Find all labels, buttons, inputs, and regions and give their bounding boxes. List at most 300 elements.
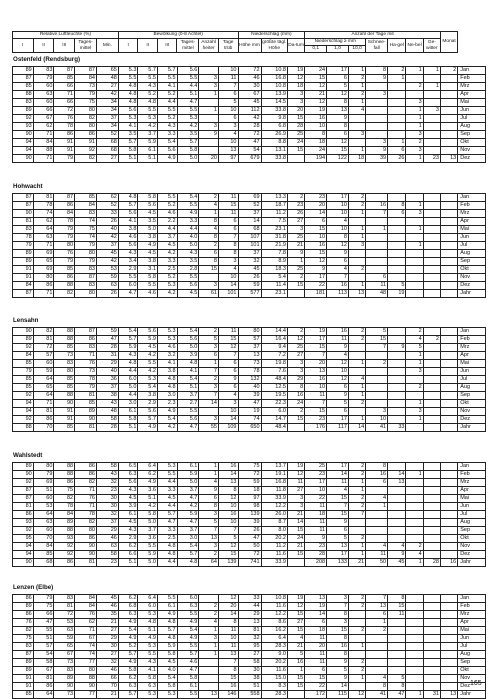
table-cell: 3 <box>199 83 219 91</box>
table-cell: 20 <box>218 603 238 611</box>
table-cell: 11.4 <box>261 282 287 290</box>
table-cell: 5.5 <box>177 202 199 210</box>
table-cell: 5.5 <box>157 75 177 83</box>
table-cell: 3 <box>287 368 304 376</box>
month-label: Jul <box>458 242 486 250</box>
table-cell <box>388 511 406 519</box>
table-cell: 3 <box>348 131 365 139</box>
table-cell: 650 <box>238 424 261 432</box>
table-cell: 2 <box>423 336 440 344</box>
table-cell: 87 <box>13 202 34 210</box>
table-cell: 16 <box>305 115 327 123</box>
table-row <box>13 408 486 416</box>
table-cell: 80 <box>75 123 97 131</box>
table-cell: 6.0 <box>118 282 138 290</box>
table-cell: 11 <box>305 635 327 643</box>
month-label: Feb <box>458 336 486 344</box>
table-cell <box>423 463 440 471</box>
table-cell: 90 <box>75 416 97 424</box>
table-cell: 8 <box>327 651 349 659</box>
table-cell: 14 <box>305 611 327 619</box>
table-cell: 63 <box>54 627 75 635</box>
table-cell: 5.7 <box>118 336 138 344</box>
table-cell: 15.0 <box>261 675 287 683</box>
table-cell: 5.1 <box>138 155 158 163</box>
table-cell: 5 <box>287 651 304 659</box>
table-cell: 71 <box>54 91 75 99</box>
table-cell: 5.9 <box>157 643 177 651</box>
table-cell: 4.3 <box>118 487 138 495</box>
table-cell: 8 <box>199 234 219 242</box>
table-cell: 9 <box>327 250 349 258</box>
table-cell: 94 <box>13 147 34 155</box>
table-cell: 5.5 <box>138 282 158 290</box>
table-cell: 4 <box>366 543 388 551</box>
table-cell <box>199 274 219 282</box>
table-cell: 19.1 <box>261 471 287 479</box>
table-row <box>13 416 486 424</box>
table-cell: 94 <box>13 400 34 408</box>
table-row <box>13 234 486 242</box>
month-label: Jun <box>458 503 486 511</box>
table-cell: 9 <box>287 250 304 258</box>
table-cell: 33.8 <box>261 107 287 115</box>
table-cell: 14 <box>305 210 327 218</box>
table-cell: 11.6 <box>261 603 287 611</box>
month-label: Okt <box>458 139 486 147</box>
month-label: Dez <box>458 683 486 691</box>
table-cell: 14.4 <box>261 328 287 336</box>
table-cell: 1 <box>348 416 365 424</box>
table-cell: 7 <box>218 352 238 360</box>
table-cell: 13 <box>440 691 457 699</box>
table-cell: 11 <box>327 336 349 344</box>
table-cell: 1 <box>406 123 423 131</box>
table-cell <box>366 83 388 91</box>
table-cell <box>440 487 457 495</box>
table-cell: 81 <box>75 559 97 567</box>
month-label: Feb <box>458 202 486 210</box>
table-cell: 4.4 <box>157 559 177 567</box>
table-cell: 26 <box>287 210 304 218</box>
table-cell: 6 <box>218 368 238 376</box>
table-cell: 88 <box>54 392 75 400</box>
table-cell: 87 <box>75 328 97 336</box>
table-cell: 5.8 <box>138 511 158 519</box>
table-cell: 4.9 <box>177 619 199 627</box>
table-cell <box>440 416 457 424</box>
table-cell: 91 <box>13 683 34 691</box>
table-cell: 42 <box>238 115 261 123</box>
table-cell: 5.5 <box>177 274 199 282</box>
table-cell <box>440 384 457 392</box>
table-cell: 4.9 <box>118 635 138 643</box>
table-cell: 83 <box>54 667 75 675</box>
table-cell: 11 <box>218 627 238 635</box>
table-cell: 4.3 <box>157 123 177 131</box>
table-cell: 79 <box>54 226 75 234</box>
table-cell: 5.1 <box>177 91 199 99</box>
table-cell: 4.8 <box>118 99 138 107</box>
table-row <box>13 543 486 551</box>
table-cell: 68 <box>33 559 54 567</box>
table-row <box>13 503 486 511</box>
table-cell <box>388 416 406 424</box>
table-cell: 1 <box>406 242 423 250</box>
table-cell <box>366 107 388 115</box>
table-cell: 71 <box>33 131 54 139</box>
table-row <box>13 384 486 392</box>
table-cell <box>423 266 440 274</box>
table-cell: 94 <box>13 551 34 559</box>
table-cell: 6 <box>218 91 238 99</box>
table-cell: 83 <box>75 344 97 352</box>
table-cell: 16 <box>366 471 388 479</box>
table-cell: 9 <box>388 551 406 559</box>
table-row <box>13 75 486 83</box>
table-cell: 84 <box>13 282 34 290</box>
table-cell: 1 <box>199 643 219 651</box>
table-cell: 78 <box>54 503 75 511</box>
table-cell: 48.4 <box>261 424 287 432</box>
table-cell: 1 <box>348 643 365 651</box>
table-cell: 5.6 <box>177 282 199 290</box>
table-cell: 741 <box>238 559 261 567</box>
table-cell: 2 <box>199 376 219 384</box>
table-cell: 5.8 <box>138 194 158 202</box>
table-cell: 5.7 <box>177 551 199 559</box>
table-cell: 4 <box>218 266 238 274</box>
table-cell: 46 <box>96 667 118 675</box>
table-cell: 71 <box>75 503 97 511</box>
table-cell <box>406 91 423 99</box>
table-cell: 8.3 <box>261 683 287 691</box>
table-cell: 12 <box>287 471 304 479</box>
table-cell <box>440 91 457 99</box>
table-cell: 16 <box>327 328 349 336</box>
table-cell: 4.6 <box>177 659 199 667</box>
table-cell: 83 <box>75 282 97 290</box>
table-cell <box>440 667 457 675</box>
table-cell: 16 <box>218 463 238 471</box>
table-cell: 70 <box>33 424 54 432</box>
header-days: Anzahl der Tage mit <box>305 32 441 39</box>
table-cell: 87 <box>13 194 34 202</box>
month-label: Jul <box>458 643 486 651</box>
table-cell: 5.3 <box>157 282 177 290</box>
table-cell: 78 <box>54 218 75 226</box>
table-cell <box>199 147 219 155</box>
table-cell: 6 <box>305 667 327 675</box>
table-cell: 65 <box>33 384 54 392</box>
table-cell: 40 <box>96 368 118 376</box>
table-cell <box>388 527 406 535</box>
table-cell: 1 <box>406 416 423 424</box>
table-cell <box>406 282 423 290</box>
table-cell: 83 <box>13 643 34 651</box>
table-cell <box>348 651 365 659</box>
table-cell: 82 <box>33 328 54 336</box>
table-cell: 4 <box>199 619 219 627</box>
month-label: Apr <box>458 218 486 226</box>
table-cell <box>388 392 406 400</box>
table-cell: 25 <box>287 266 304 274</box>
table-cell: 5.2 <box>118 643 138 651</box>
table-cell: 3.2 <box>157 352 177 360</box>
table-cell: 58 <box>33 659 54 667</box>
table-cell <box>440 463 457 471</box>
table-row <box>13 242 486 250</box>
table-cell: 18.7 <box>261 202 287 210</box>
table-cell: 79 <box>54 258 75 266</box>
table-cell <box>388 218 406 226</box>
table-cell: 7.5 <box>261 218 287 226</box>
table-cell: 13 <box>348 290 365 298</box>
table-cell: 8.0 <box>261 527 287 535</box>
table-row <box>13 424 486 432</box>
table-cell: 3.5 <box>177 131 199 139</box>
table-cell: 13 <box>218 147 238 155</box>
table-cell: 7 <box>366 595 388 603</box>
table-cell <box>388 627 406 635</box>
month-label: Mai <box>458 360 486 368</box>
table-cell: 16.4 <box>261 336 287 344</box>
table-cell: 12 <box>327 360 349 368</box>
table-cell: 48.4 <box>261 376 287 384</box>
table-cell: 88 <box>54 328 75 336</box>
table-cell <box>366 635 388 643</box>
table-cell: 7 <box>218 527 238 535</box>
table-cell: 78 <box>13 234 34 242</box>
table-cell: 4.8 <box>157 619 177 627</box>
table-cell: 1 <box>406 67 423 75</box>
table-cell <box>423 75 440 83</box>
table-cell <box>366 667 388 675</box>
table-cell: 81 <box>13 218 34 226</box>
table-cell: 10 <box>327 202 349 210</box>
table-cell: 23.1 <box>261 226 287 234</box>
table-cell: 19 <box>305 107 327 115</box>
table-cell <box>348 619 365 627</box>
table-cell: 5.0 <box>177 155 199 163</box>
month-label: Nov <box>458 675 486 683</box>
table-cell: 19 <box>238 408 261 416</box>
month-label: Sep <box>458 659 486 667</box>
table-cell: 8 <box>218 487 238 495</box>
table-cell: 5.5 <box>157 471 177 479</box>
table-cell <box>406 651 423 659</box>
table-cell: 2 <box>348 91 365 99</box>
table-cell: 77 <box>75 659 97 667</box>
table-cell: 23 <box>305 543 327 551</box>
table-cell: 2 <box>348 603 365 611</box>
table-cell: 1 <box>388 75 406 83</box>
header-col: I <box>13 39 34 53</box>
table-cell: 4.3 <box>118 527 138 535</box>
table-cell: 1 <box>348 392 365 400</box>
table-cell: 8 <box>366 463 388 471</box>
table-cell: 2.3 <box>157 400 177 408</box>
table-cell: 92 <box>54 551 75 559</box>
table-cell: 122 <box>327 155 349 163</box>
table-cell <box>199 683 219 691</box>
table-cell: 5.6 <box>118 210 138 218</box>
header-precip: Niederschlag (mm) <box>238 32 305 39</box>
table-cell: 3.7 <box>177 527 199 535</box>
table-cell: 9 <box>327 392 349 400</box>
table-cell: 19 <box>388 290 406 298</box>
table-cell: 3 <box>199 282 219 290</box>
table-cell: 14 <box>287 519 304 527</box>
table-cell: 20 <box>305 202 327 210</box>
table-cell: 38 <box>96 392 118 400</box>
table-cell: 25 <box>287 344 304 352</box>
table-cell <box>406 635 423 643</box>
table-row <box>13 603 486 611</box>
month-label: Jul <box>458 511 486 519</box>
table-cell <box>423 99 440 107</box>
month-label: Sep <box>458 527 486 535</box>
table-cell <box>440 611 457 619</box>
table-cell: 7 <box>199 527 219 535</box>
table-cell: 11.2 <box>261 543 287 551</box>
table-cell: 6 <box>305 218 327 226</box>
table-cell: 6 <box>199 495 219 503</box>
table-cell: 10.8 <box>261 83 287 91</box>
month-label: Jan <box>458 595 486 603</box>
header-col: Tages-mittel <box>177 39 199 53</box>
table-cell: 5.4 <box>157 139 177 147</box>
table-cell: 95 <box>13 535 34 543</box>
table-cell <box>440 115 457 123</box>
header-col: Anzahl heiter <box>199 39 219 53</box>
table-cell <box>423 210 440 218</box>
table-cell <box>366 643 388 651</box>
table-cell <box>423 392 440 400</box>
table-cell: 59 <box>54 635 75 643</box>
table-cell: 80 <box>75 290 97 298</box>
table-row <box>13 535 486 543</box>
table-cell: 4 <box>388 543 406 551</box>
table-cell: 18 <box>305 139 327 147</box>
table-cell: 5.3 <box>138 691 158 699</box>
table-cell <box>348 611 365 619</box>
table-cell: 5 <box>327 535 349 543</box>
table-cell <box>388 376 406 384</box>
table-cell: 4 <box>199 479 219 487</box>
table-cell: 89 <box>13 107 34 115</box>
table-cell: 78 <box>75 511 97 519</box>
table-cell: 5.3 <box>157 691 177 699</box>
table-cell <box>440 123 457 131</box>
table-cell: 81 <box>75 424 97 432</box>
table-cell: 14 <box>327 471 349 479</box>
table-cell: 1 <box>287 258 304 266</box>
table-cell <box>388 115 406 123</box>
table-cell: 11.6 <box>261 551 287 559</box>
table-cell: 11.8 <box>261 487 287 495</box>
table-cell <box>423 651 440 659</box>
table-cell: 1 <box>366 503 388 511</box>
table-cell: 13 <box>238 352 261 360</box>
table-cell <box>423 400 440 408</box>
header-col: Ne-bel <box>406 39 423 53</box>
table-cell: 89 <box>54 675 75 683</box>
table-cell: 60 <box>33 495 54 503</box>
table-cell: 9.8 <box>261 115 287 123</box>
table-cell: 71 <box>33 290 54 298</box>
table-cell: 4.5 <box>118 519 138 527</box>
table-cell: 5.8 <box>118 667 138 675</box>
table-cell: 1 <box>348 67 365 75</box>
table-cell: 5.7 <box>138 416 158 424</box>
table-cell: 73 <box>54 659 75 667</box>
table-cell <box>440 683 457 691</box>
table-cell: 5.8 <box>138 274 158 282</box>
table-cell: 14 <box>218 611 238 619</box>
table-cell: 59 <box>238 479 261 487</box>
table-cell <box>388 328 406 336</box>
table-cell: 4.9 <box>157 611 177 619</box>
table-cell <box>348 368 365 376</box>
table-cell <box>423 471 440 479</box>
table-cell: 4.5 <box>157 659 177 667</box>
table-cell: 33 <box>238 595 261 603</box>
table-cell: 72 <box>238 471 261 479</box>
table-cell: 59 <box>96 328 118 336</box>
header-col: III <box>54 39 75 53</box>
table-cell: 5.7 <box>157 511 177 519</box>
table-cell: 86 <box>54 479 75 487</box>
table-cell: 90 <box>13 559 34 567</box>
table-cell: 64 <box>33 376 54 384</box>
table-cell: 37 <box>238 250 261 258</box>
table-cell <box>406 675 423 683</box>
table-cell: 2 <box>348 659 365 667</box>
table-cell: 2 <box>348 266 365 274</box>
table-cell: 55 <box>33 627 54 635</box>
table-cell: 72 <box>238 131 261 139</box>
table-row <box>13 619 486 627</box>
table-cell <box>440 675 457 683</box>
table-cell: 39 <box>238 392 261 400</box>
table-cell <box>423 683 440 691</box>
table-cell: 20 <box>305 360 327 368</box>
station-table <box>12 327 486 432</box>
table-cell <box>388 635 406 643</box>
table-cell <box>440 139 457 147</box>
table-cell <box>406 595 423 603</box>
table-cell: 21 <box>287 242 304 250</box>
table-cell: 20.2 <box>261 535 287 543</box>
table-cell: 8 <box>388 595 406 603</box>
table-cell: 15 <box>287 147 304 155</box>
table-cell: 87 <box>13 651 34 659</box>
table-cell: 59 <box>96 274 118 282</box>
table-cell <box>406 258 423 266</box>
table-cell: 12 <box>218 543 238 551</box>
table-cell: 90 <box>13 328 34 336</box>
table-cell: 89 <box>13 463 34 471</box>
station-name: Lenzen (Elbe) <box>13 584 54 591</box>
table-cell: 60 <box>33 360 54 368</box>
table-cell: 4.1 <box>177 368 199 376</box>
table-cell: 1 <box>366 226 388 234</box>
table-cell: 5.3 <box>138 376 158 384</box>
table-cell: 9.4 <box>261 344 287 352</box>
table-row <box>13 691 486 699</box>
table-cell: 12 <box>218 495 238 503</box>
